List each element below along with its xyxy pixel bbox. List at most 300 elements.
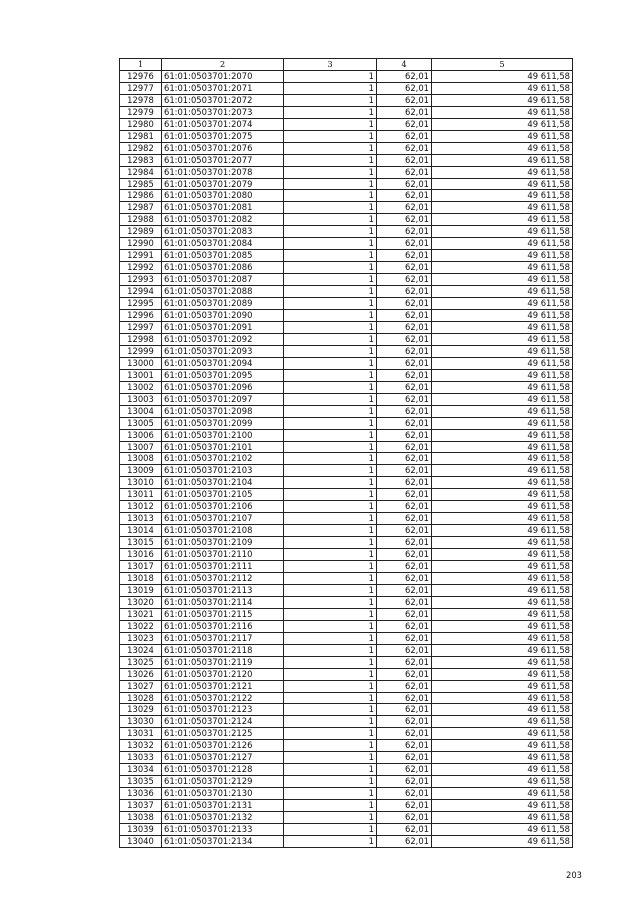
row-number-cell: 13033 — [120, 752, 162, 764]
value-cell: 49 611,58 — [432, 704, 573, 716]
cadastral-number-cell: 61:01:0503701:2118 — [162, 644, 284, 656]
table-row — [120, 644, 573, 656]
table-row — [120, 680, 573, 692]
table-row — [120, 513, 573, 525]
area-cell: 62,01 — [377, 692, 432, 704]
table-row — [120, 154, 573, 166]
count-cell: 1 — [284, 142, 377, 154]
value-cell: 49 611,58 — [432, 238, 573, 250]
cadastral-number-cell: 61:01:0503701:2111 — [162, 561, 284, 573]
value-cell: 49 611,58 — [432, 453, 573, 465]
table-row — [120, 549, 573, 561]
count-cell: 1 — [284, 310, 377, 322]
row-number-cell: 13029 — [120, 704, 162, 716]
table-row — [120, 274, 573, 286]
table-row — [120, 812, 573, 824]
count-cell: 1 — [284, 740, 377, 752]
area-cell: 62,01 — [377, 357, 432, 369]
row-number-cell: 13003 — [120, 393, 162, 405]
row-number-cell: 13015 — [120, 537, 162, 549]
table-row — [120, 130, 573, 142]
count-cell: 1 — [284, 429, 377, 441]
area-cell: 62,01 — [377, 274, 432, 286]
value-cell: 49 611,58 — [432, 178, 573, 190]
row-number-cell: 13035 — [120, 776, 162, 788]
area-cell: 62,01 — [377, 142, 432, 154]
value-cell: 49 611,58 — [432, 202, 573, 214]
row-number-cell: 12980 — [120, 118, 162, 130]
cadastral-number-cell: 61:01:0503701:2127 — [162, 752, 284, 764]
value-cell: 49 611,58 — [432, 393, 573, 405]
cadastral-number-cell: 61:01:0503701:2124 — [162, 716, 284, 728]
count-cell: 1 — [284, 704, 377, 716]
cadastral-number-cell: 61:01:0503701:2132 — [162, 812, 284, 824]
cadastral-number-cell: 61:01:0503701:2092 — [162, 333, 284, 345]
cadastral-number-cell: 61:01:0503701:2097 — [162, 393, 284, 405]
table-row — [120, 776, 573, 788]
value-cell: 49 611,58 — [432, 824, 573, 836]
cadastral-number-cell: 61:01:0503701:2096 — [162, 381, 284, 393]
cadastral-number-cell: 61:01:0503701:2083 — [162, 226, 284, 238]
count-cell: 1 — [284, 824, 377, 836]
area-cell: 62,01 — [377, 596, 432, 608]
area-cell: 62,01 — [377, 716, 432, 728]
value-cell: 49 611,58 — [432, 584, 573, 596]
value-cell: 49 611,58 — [432, 812, 573, 824]
area-cell: 62,01 — [377, 644, 432, 656]
count-cell: 1 — [284, 393, 377, 405]
area-cell: 62,01 — [377, 369, 432, 381]
area-cell: 62,01 — [377, 298, 432, 310]
area-cell: 62,01 — [377, 154, 432, 166]
area-cell: 62,01 — [377, 800, 432, 812]
area-cell: 62,01 — [377, 453, 432, 465]
table-row — [120, 608, 573, 620]
value-cell: 49 611,58 — [432, 764, 573, 776]
value-cell: 49 611,58 — [432, 465, 573, 477]
table-row — [120, 632, 573, 644]
table-row — [120, 441, 573, 453]
count-cell: 1 — [284, 572, 377, 584]
value-cell: 49 611,58 — [432, 525, 573, 537]
table-row — [120, 824, 573, 836]
cadastral-number-cell: 61:01:0503701:2112 — [162, 572, 284, 584]
area-cell: 62,01 — [377, 321, 432, 333]
count-cell: 1 — [284, 752, 377, 764]
area-cell: 62,01 — [377, 549, 432, 561]
table-row — [120, 572, 573, 584]
table-row — [120, 82, 573, 94]
area-cell: 62,01 — [377, 345, 432, 357]
value-cell: 49 611,58 — [432, 369, 573, 381]
table-row — [120, 764, 573, 776]
table-row — [120, 788, 573, 800]
table-row — [120, 333, 573, 345]
count-cell: 1 — [284, 812, 377, 824]
table-row — [120, 214, 573, 226]
row-number-cell: 12992 — [120, 262, 162, 274]
value-cell: 49 611,58 — [432, 405, 573, 417]
cadastral-number-cell: 61:01:0503701:2076 — [162, 142, 284, 154]
cadastral-number-cell: 61:01:0503701:2087 — [162, 274, 284, 286]
area-cell: 62,01 — [377, 333, 432, 345]
cadastral-number-cell: 61:01:0503701:2094 — [162, 357, 284, 369]
area-cell: 62,01 — [377, 94, 432, 106]
value-cell: 49 611,58 — [432, 106, 573, 118]
area-cell: 62,01 — [377, 178, 432, 190]
table-row — [120, 728, 573, 740]
table-row — [120, 668, 573, 680]
value-cell: 49 611,58 — [432, 357, 573, 369]
cadastral-number-cell: 61:01:0503701:2106 — [162, 501, 284, 513]
area-cell: 62,01 — [377, 572, 432, 584]
cadastral-number-cell: 61:01:0503701:2078 — [162, 166, 284, 178]
count-cell: 1 — [284, 381, 377, 393]
row-number-cell: 13038 — [120, 812, 162, 824]
area-cell: 62,01 — [377, 776, 432, 788]
value-cell: 49 611,58 — [432, 321, 573, 333]
value-cell: 49 611,58 — [432, 82, 573, 94]
area-cell: 62,01 — [377, 740, 432, 752]
area-cell: 62,01 — [377, 238, 432, 250]
value-cell: 49 611,58 — [432, 644, 573, 656]
count-cell: 1 — [284, 405, 377, 417]
cadastral-number-cell: 61:01:0503701:2082 — [162, 214, 284, 226]
cadastral-number-cell: 61:01:0503701:2091 — [162, 321, 284, 333]
area-cell: 62,01 — [377, 752, 432, 764]
cadastral-number-cell: 61:01:0503701:2126 — [162, 740, 284, 752]
value-cell: 49 611,58 — [432, 417, 573, 429]
cadastral-number-cell: 61:01:0503701:2073 — [162, 106, 284, 118]
area-cell: 62,01 — [377, 226, 432, 238]
value-cell: 49 611,58 — [432, 333, 573, 345]
table-row — [120, 561, 573, 573]
table-row — [120, 835, 573, 847]
area-cell: 62,01 — [377, 728, 432, 740]
count-cell: 1 — [284, 477, 377, 489]
area-cell: 62,01 — [377, 417, 432, 429]
value-cell: 49 611,58 — [432, 632, 573, 644]
row-number-cell: 13031 — [120, 728, 162, 740]
row-number-cell: 12995 — [120, 298, 162, 310]
count-cell: 1 — [284, 620, 377, 632]
page-number: 203 — [566, 870, 582, 880]
row-number-cell: 13004 — [120, 405, 162, 417]
row-number-cell: 13009 — [120, 465, 162, 477]
cadastral-number-cell: 61:01:0503701:2088 — [162, 286, 284, 298]
count-cell: 1 — [284, 668, 377, 680]
cadastral-number-cell: 61:01:0503701:2079 — [162, 178, 284, 190]
area-cell: 62,01 — [377, 202, 432, 214]
area-cell: 62,01 — [377, 465, 432, 477]
value-cell: 49 611,58 — [432, 596, 573, 608]
cadastral-number-cell: 61:01:0503701:2134 — [162, 835, 284, 847]
cadastral-number-cell: 61:01:0503701:2080 — [162, 190, 284, 202]
table-row — [120, 238, 573, 250]
count-cell: 1 — [284, 525, 377, 537]
value-cell: 49 611,58 — [432, 680, 573, 692]
table-row — [120, 202, 573, 214]
row-number-cell: 13037 — [120, 800, 162, 812]
value-cell: 49 611,58 — [432, 274, 573, 286]
row-number-cell: 13016 — [120, 549, 162, 561]
cadastral-number-cell: 61:01:0503701:2100 — [162, 429, 284, 441]
count-cell: 1 — [284, 226, 377, 238]
table-row — [120, 190, 573, 202]
cadastral-number-cell: 61:01:0503701:2129 — [162, 776, 284, 788]
area-cell: 62,01 — [377, 190, 432, 202]
area-cell: 62,01 — [377, 70, 432, 82]
cadastral-number-cell: 61:01:0503701:2130 — [162, 788, 284, 800]
cadastral-number-cell: 61:01:0503701:2113 — [162, 584, 284, 596]
row-number-cell: 13006 — [120, 429, 162, 441]
table-row — [120, 525, 573, 537]
value-cell: 49 611,58 — [432, 692, 573, 704]
table-row — [120, 226, 573, 238]
value-cell: 49 611,58 — [432, 788, 573, 800]
table-row — [120, 453, 573, 465]
table-row — [120, 704, 573, 716]
value-cell: 49 611,58 — [432, 716, 573, 728]
table-row — [120, 262, 573, 274]
value-cell: 49 611,58 — [432, 94, 573, 106]
area-cell: 62,01 — [377, 812, 432, 824]
count-cell: 1 — [284, 644, 377, 656]
table-row — [120, 740, 573, 752]
value-cell: 49 611,58 — [432, 166, 573, 178]
count-cell: 1 — [284, 453, 377, 465]
table-header — [120, 59, 573, 71]
row-number-cell: 13007 — [120, 441, 162, 453]
value-cell: 49 611,58 — [432, 381, 573, 393]
value-cell: 49 611,58 — [432, 513, 573, 525]
data-table — [119, 58, 573, 848]
table-row — [120, 321, 573, 333]
count-cell: 1 — [284, 764, 377, 776]
table-row — [120, 369, 573, 381]
row-number-cell: 12977 — [120, 82, 162, 94]
area-cell: 62,01 — [377, 584, 432, 596]
row-number-cell: 13030 — [120, 716, 162, 728]
row-number-cell: 13025 — [120, 656, 162, 668]
table-row — [120, 94, 573, 106]
area-cell: 62,01 — [377, 262, 432, 274]
value-cell: 49 611,58 — [432, 262, 573, 274]
cadastral-number-cell: 61:01:0503701:2117 — [162, 632, 284, 644]
row-number-cell: 13020 — [120, 596, 162, 608]
row-number-cell: 12978 — [120, 94, 162, 106]
value-cell: 49 611,58 — [432, 250, 573, 262]
row-number-cell: 13039 — [120, 824, 162, 836]
column-header-2: 2 — [162, 59, 284, 71]
table-row — [120, 357, 573, 369]
row-number-cell: 13013 — [120, 513, 162, 525]
table-row — [120, 118, 573, 130]
area-cell: 62,01 — [377, 82, 432, 94]
row-number-cell: 13018 — [120, 572, 162, 584]
area-cell: 62,01 — [377, 632, 432, 644]
value-cell: 49 611,58 — [432, 226, 573, 238]
area-cell: 62,01 — [377, 668, 432, 680]
cadastral-number-cell: 61:01:0503701:2077 — [162, 154, 284, 166]
area-cell: 62,01 — [377, 214, 432, 226]
count-cell: 1 — [284, 608, 377, 620]
count-cell: 1 — [284, 441, 377, 453]
value-cell: 49 611,58 — [432, 130, 573, 142]
row-number-cell: 13023 — [120, 632, 162, 644]
count-cell: 1 — [284, 321, 377, 333]
row-number-cell: 13017 — [120, 561, 162, 573]
row-number-cell: 13014 — [120, 525, 162, 537]
row-number-cell: 13032 — [120, 740, 162, 752]
area-cell: 62,01 — [377, 489, 432, 501]
table-row — [120, 477, 573, 489]
count-cell: 1 — [284, 286, 377, 298]
area-cell: 62,01 — [377, 310, 432, 322]
table-row — [120, 250, 573, 262]
cadastral-number-cell: 61:01:0503701:2101 — [162, 441, 284, 453]
area-cell: 62,01 — [377, 130, 432, 142]
row-number-cell: 13021 — [120, 608, 162, 620]
value-cell: 49 611,58 — [432, 214, 573, 226]
cadastral-number-cell: 61:01:0503701:2122 — [162, 692, 284, 704]
table-row — [120, 429, 573, 441]
count-cell: 1 — [284, 298, 377, 310]
count-cell: 1 — [284, 835, 377, 847]
cadastral-number-cell: 61:01:0503701:2093 — [162, 345, 284, 357]
count-cell: 1 — [284, 489, 377, 501]
area-cell: 62,01 — [377, 166, 432, 178]
row-number-cell: 12999 — [120, 345, 162, 357]
area-cell: 62,01 — [377, 620, 432, 632]
count-cell: 1 — [284, 680, 377, 692]
count-cell: 1 — [284, 716, 377, 728]
cadastral-number-cell: 61:01:0503701:2109 — [162, 537, 284, 549]
count-cell: 1 — [284, 118, 377, 130]
row-number-cell: 13022 — [120, 620, 162, 632]
row-number-cell: 12990 — [120, 238, 162, 250]
row-number-cell: 12986 — [120, 190, 162, 202]
area-cell: 62,01 — [377, 680, 432, 692]
area-cell: 62,01 — [377, 405, 432, 417]
cadastral-number-cell: 61:01:0503701:2110 — [162, 549, 284, 561]
cadastral-number-cell: 61:01:0503701:2114 — [162, 596, 284, 608]
value-cell: 49 611,58 — [432, 310, 573, 322]
row-number-cell: 13010 — [120, 477, 162, 489]
value-cell: 49 611,58 — [432, 489, 573, 501]
count-cell: 1 — [284, 728, 377, 740]
value-cell: 49 611,58 — [432, 740, 573, 752]
row-number-cell: 13012 — [120, 501, 162, 513]
row-number-cell: 13036 — [120, 788, 162, 800]
value-cell: 49 611,58 — [432, 142, 573, 154]
count-cell: 1 — [284, 166, 377, 178]
table-row — [120, 405, 573, 417]
row-number-cell: 13026 — [120, 668, 162, 680]
table-row — [120, 106, 573, 118]
area-cell: 62,01 — [377, 286, 432, 298]
cadastral-number-cell: 61:01:0503701:2128 — [162, 764, 284, 776]
row-number-cell: 13019 — [120, 584, 162, 596]
cadastral-number-cell: 61:01:0503701:2075 — [162, 130, 284, 142]
value-cell: 49 611,58 — [432, 776, 573, 788]
cadastral-number-cell: 61:01:0503701:2121 — [162, 680, 284, 692]
cadastral-number-cell: 61:01:0503701:2108 — [162, 525, 284, 537]
area-cell: 62,01 — [377, 106, 432, 118]
row-number-cell: 12997 — [120, 321, 162, 333]
cadastral-number-cell: 61:01:0503701:2104 — [162, 477, 284, 489]
count-cell: 1 — [284, 357, 377, 369]
row-number-cell: 13040 — [120, 835, 162, 847]
cadastral-number-cell: 61:01:0503701:2116 — [162, 620, 284, 632]
row-number-cell: 12993 — [120, 274, 162, 286]
row-number-cell: 13024 — [120, 644, 162, 656]
row-number-cell: 12983 — [120, 154, 162, 166]
value-cell: 49 611,58 — [432, 190, 573, 202]
value-cell: 49 611,58 — [432, 501, 573, 513]
area-cell: 62,01 — [377, 118, 432, 130]
value-cell: 49 611,58 — [432, 549, 573, 561]
table-row — [120, 345, 573, 357]
cadastral-number-cell: 61:01:0503701:2085 — [162, 250, 284, 262]
value-cell: 49 611,58 — [432, 477, 573, 489]
count-cell: 1 — [284, 632, 377, 644]
table-row — [120, 752, 573, 764]
cadastral-number-cell: 61:01:0503701:2125 — [162, 728, 284, 740]
table-row — [120, 501, 573, 513]
cadastral-number-cell: 61:01:0503701:2103 — [162, 465, 284, 477]
row-number-cell: 13011 — [120, 489, 162, 501]
value-cell: 49 611,58 — [432, 835, 573, 847]
value-cell: 49 611,58 — [432, 70, 573, 82]
cadastral-number-cell: 61:01:0503701:2070 — [162, 70, 284, 82]
row-number-cell: 13005 — [120, 417, 162, 429]
count-cell: 1 — [284, 214, 377, 226]
count-cell: 1 — [284, 537, 377, 549]
table-row — [120, 166, 573, 178]
value-cell: 49 611,58 — [432, 668, 573, 680]
cadastral-number-cell: 61:01:0503701:2120 — [162, 668, 284, 680]
table-row — [120, 286, 573, 298]
table-row — [120, 465, 573, 477]
row-number-cell: 13028 — [120, 692, 162, 704]
row-number-cell: 13001 — [120, 369, 162, 381]
value-cell: 49 611,58 — [432, 298, 573, 310]
count-cell: 1 — [284, 788, 377, 800]
cadastral-number-cell: 61:01:0503701:2131 — [162, 800, 284, 812]
count-cell: 1 — [284, 776, 377, 788]
table-row — [120, 393, 573, 405]
count-cell: 1 — [284, 345, 377, 357]
value-cell: 49 611,58 — [432, 608, 573, 620]
table-row — [120, 489, 573, 501]
table-body — [120, 70, 573, 847]
count-cell: 1 — [284, 465, 377, 477]
area-cell: 62,01 — [377, 513, 432, 525]
area-cell: 62,01 — [377, 393, 432, 405]
value-cell: 49 611,58 — [432, 441, 573, 453]
table-row — [120, 298, 573, 310]
cadastral-number-cell: 61:01:0503701:2084 — [162, 238, 284, 250]
area-cell: 62,01 — [377, 381, 432, 393]
cadastral-number-cell: 61:01:0503701:2081 — [162, 202, 284, 214]
count-cell: 1 — [284, 369, 377, 381]
row-number-cell: 12998 — [120, 333, 162, 345]
column-header-1: 1 — [120, 59, 162, 71]
area-cell: 62,01 — [377, 824, 432, 836]
cadastral-number-cell: 61:01:0503701:2074 — [162, 118, 284, 130]
count-cell: 1 — [284, 333, 377, 345]
